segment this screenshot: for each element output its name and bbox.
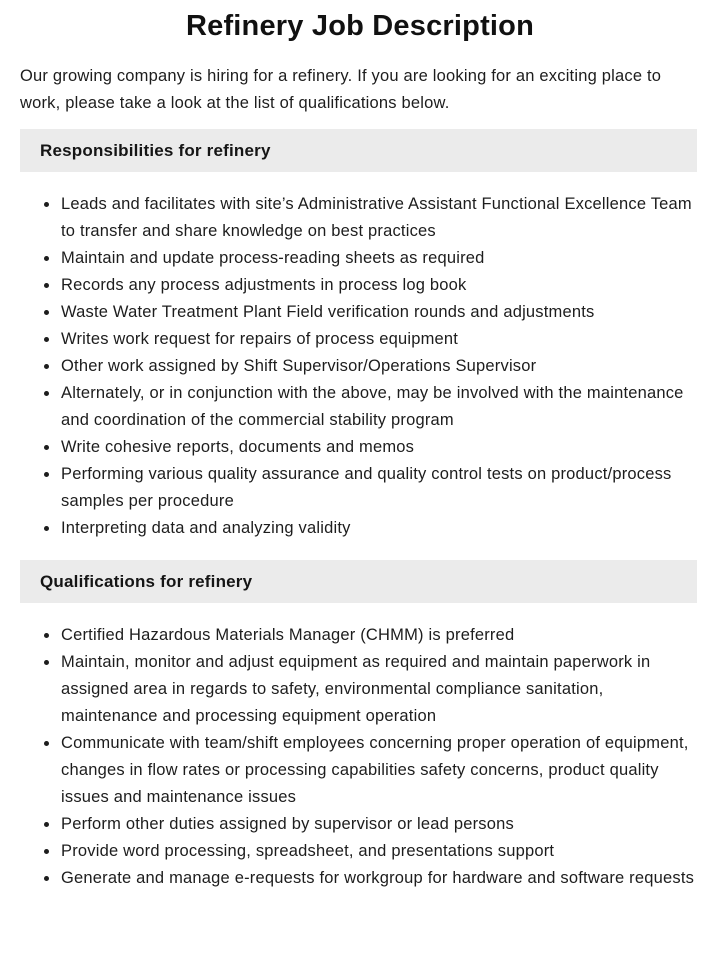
intro-paragraph: Our growing company is hiring for a refinery. If you are looking for an exciting place to work, please take a look at the list of qualifications below. xyxy=(20,67,662,112)
list-item: Leads and facilitates with site’s Administrative Assistant Functional Excellence Team to transfer and share knowledge on best practices xyxy=(61,191,696,245)
page-title: Refinery Job Description xyxy=(185,10,535,42)
qualifications-list xyxy=(20,622,696,892)
section-heading-label: Qualifications for refinery xyxy=(40,571,253,591)
list-item: Records any process adjustments in process log book xyxy=(61,272,696,299)
section-heading-label: Responsibilities for refinery xyxy=(40,140,271,160)
section-header-responsibilities xyxy=(20,129,697,172)
list-item: Certified Hazardous Materials Manager (CHMM) is preferred xyxy=(61,622,696,649)
list-item: Perform other duties assigned by supervisor or lead persons xyxy=(61,811,696,838)
section-header-qualifications xyxy=(20,560,697,603)
list-item: Maintain, monitor and adjust equipment as required and maintain paperwork in assigned area in regards to safety, environmental compliance sanitation, maintenance and processing equipment operation xyxy=(61,649,696,730)
list-item: Write cohesive reports, documents and memos xyxy=(61,434,696,461)
list-item: Provide word processing, spreadsheet, and presentations support xyxy=(61,838,696,865)
list-item: Waste Water Treatment Plant Field verification rounds and adjustments xyxy=(61,299,696,326)
document-page xyxy=(0,6,720,954)
responsibilities-list xyxy=(20,191,696,542)
list-item: Writes work request for repairs of process equipment xyxy=(61,326,696,353)
list-item: Other work assigned by Shift Supervisor/Operations Supervisor xyxy=(61,353,696,380)
list-item: Performing various quality assurance and quality control tests on product/process samples per procedure xyxy=(61,461,696,515)
list-item: Communicate with team/shift employees concerning proper operation of equipment, changes in flow rates or processing capabilities safety concerns, product quality issues and maintenance issues xyxy=(61,730,696,811)
list-item: Generate and manage e-requests for workgroup for hardware and software requests xyxy=(61,865,696,892)
list-item: Interpreting data and analyzing validity xyxy=(61,515,696,542)
list-item: Maintain and update process-reading sheets as required xyxy=(61,245,696,272)
list-item: Alternately, or in conjunction with the above, may be involved with the maintenance and coordination of the commercial stability program xyxy=(61,380,696,434)
